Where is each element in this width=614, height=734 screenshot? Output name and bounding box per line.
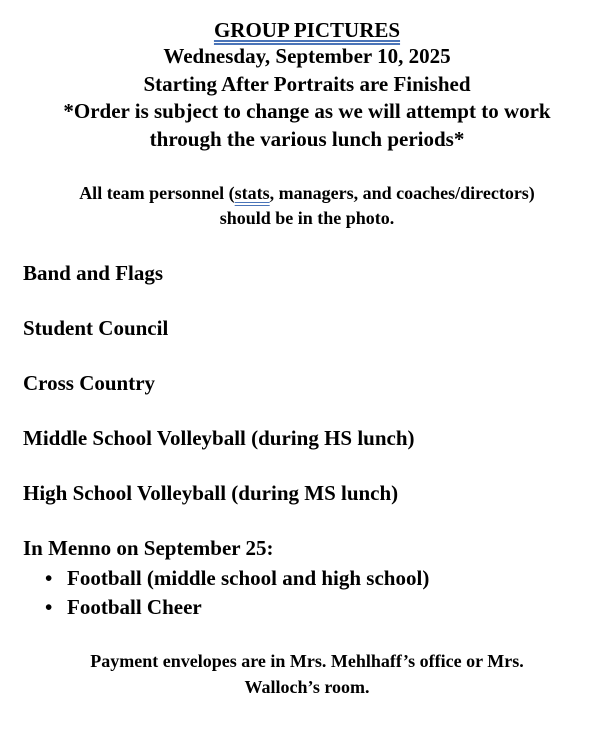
personnel-prefix: All team personnel ( [79, 183, 235, 203]
menno-list [45, 564, 429, 622]
menno-heading: In Menno on September 25: [23, 536, 274, 560]
bullet-glyph: • [45, 595, 53, 619]
personnel-note-line-1 [0, 181, 614, 206]
menno-item-football-cheer: Football Cheer [67, 595, 202, 619]
event-date: Wednesday, September 10, 2025 [163, 44, 451, 68]
group-item-student-council: Student Council [23, 316, 169, 340]
menno-item-football: Football (middle school and high school) [67, 566, 430, 590]
list-item [45, 593, 429, 622]
personnel-note-line-2: should be in the photo. [219, 208, 395, 228]
group-item-band-flags: Band and Flags [23, 261, 164, 285]
list-item [45, 564, 429, 593]
payment-note-line-2: Walloch’s room. [244, 677, 370, 697]
order-note-line-1: *Order is subject to change as we will attempt to work [63, 99, 551, 123]
group-item-cross-country: Cross Country [23, 371, 156, 395]
personnel-stats-word: stats [234, 183, 270, 203]
payment-note [0, 648, 614, 700]
page-title: GROUP PICTURES [213, 18, 401, 42]
personnel-suffix: , managers, and coaches/directors) [269, 183, 535, 203]
bullet-glyph: • [45, 566, 53, 590]
group-item-hs-volleyball: High School Volleyball (during MS lunch) [23, 481, 399, 505]
group-item-ms-volleyball: Middle School Volleyball (during HS lunch) [23, 426, 415, 450]
order-note-line-2: through the various lunch periods* [149, 126, 465, 151]
start-time-note: Starting After Portraits are Finished [143, 71, 471, 96]
header-block [0, 18, 614, 153]
personnel-note [0, 181, 614, 231]
payment-note-line-1: Payment envelopes are in Mrs. Mehlhaff’s office or Mrs. [90, 651, 524, 671]
